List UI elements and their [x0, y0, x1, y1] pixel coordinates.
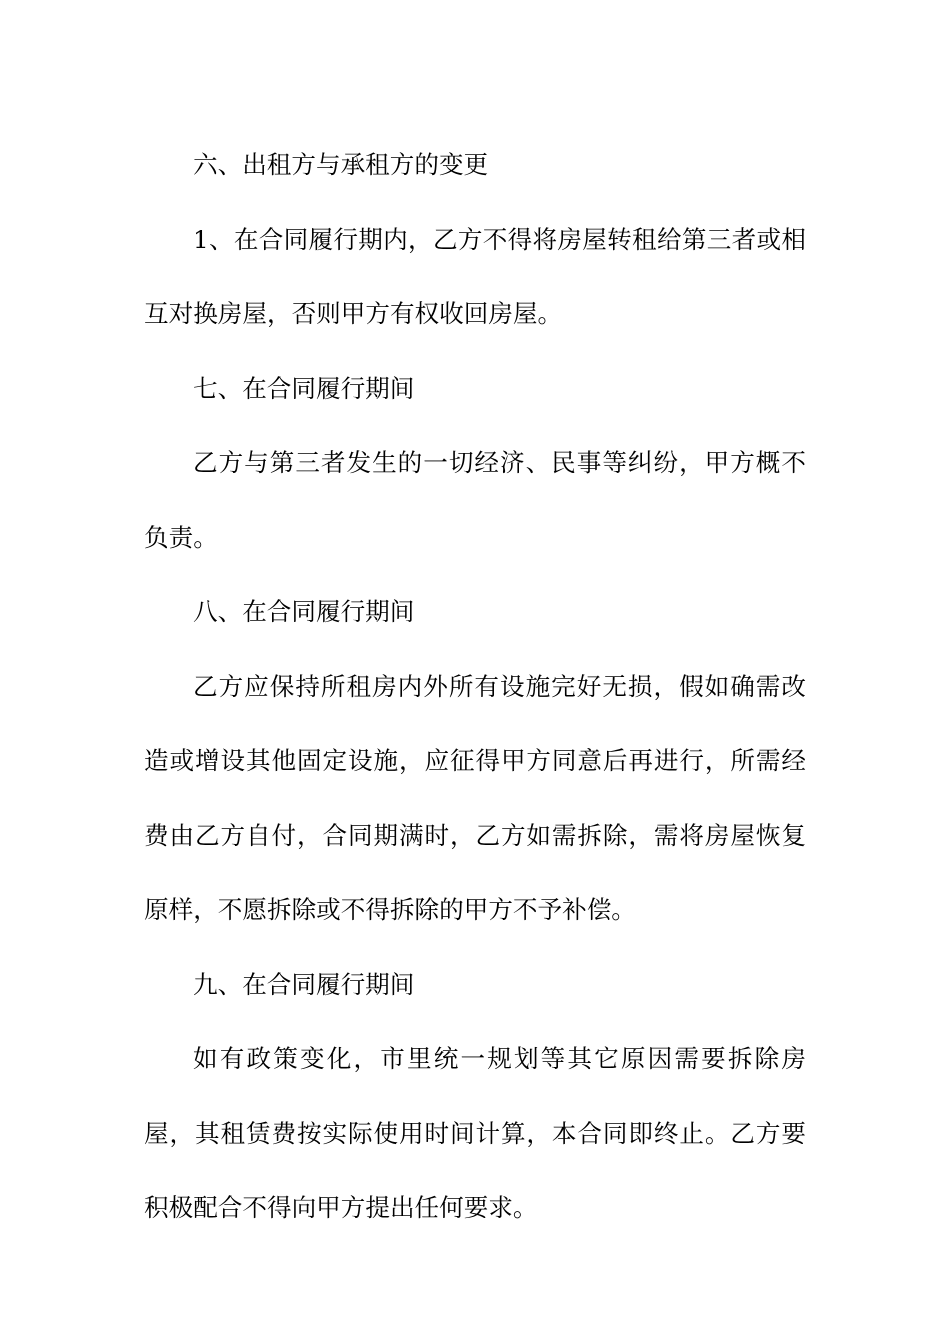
- section-heading-7: 七、在合同履行期间: [193, 373, 415, 403]
- section-heading-6: 六、出租方与承租方的变更: [193, 150, 489, 179]
- section-paragraph-9: 如有政策变化，市里统一规划等其它原因需要拆除房屋，其租赁费按实际使用时间计算，本合同即终止。乙方要积极配合不得向甲方提出任何要求。: [144, 1044, 806, 1222]
- section-paragraph-7: 乙方与第三者发生的一切经济、民事等纠纷，甲方概不负责。: [144, 448, 806, 552]
- section-heading-8: 八、在合同履行期间: [193, 597, 415, 626]
- section-heading-9: 九、在合同履行期间: [193, 969, 415, 999]
- document-body: [144, 128, 806, 1246]
- section-paragraph-6-1: 1、在合同履行期内，乙方不得将房屋转租给第三者或相互对换房屋，否则甲方有权收回房屋。: [144, 224, 806, 328]
- section-paragraph-8: 乙方应保持所租房内外所有设施完好无损，假如确需改造或增设其他固定设施，应征得甲方同意后再进行，所需经费由乙方自付，合同期满时，乙方如需拆除，需将房屋恢复原样，不愿拆除或不得拆除的甲方不予补偿。: [144, 671, 806, 924]
